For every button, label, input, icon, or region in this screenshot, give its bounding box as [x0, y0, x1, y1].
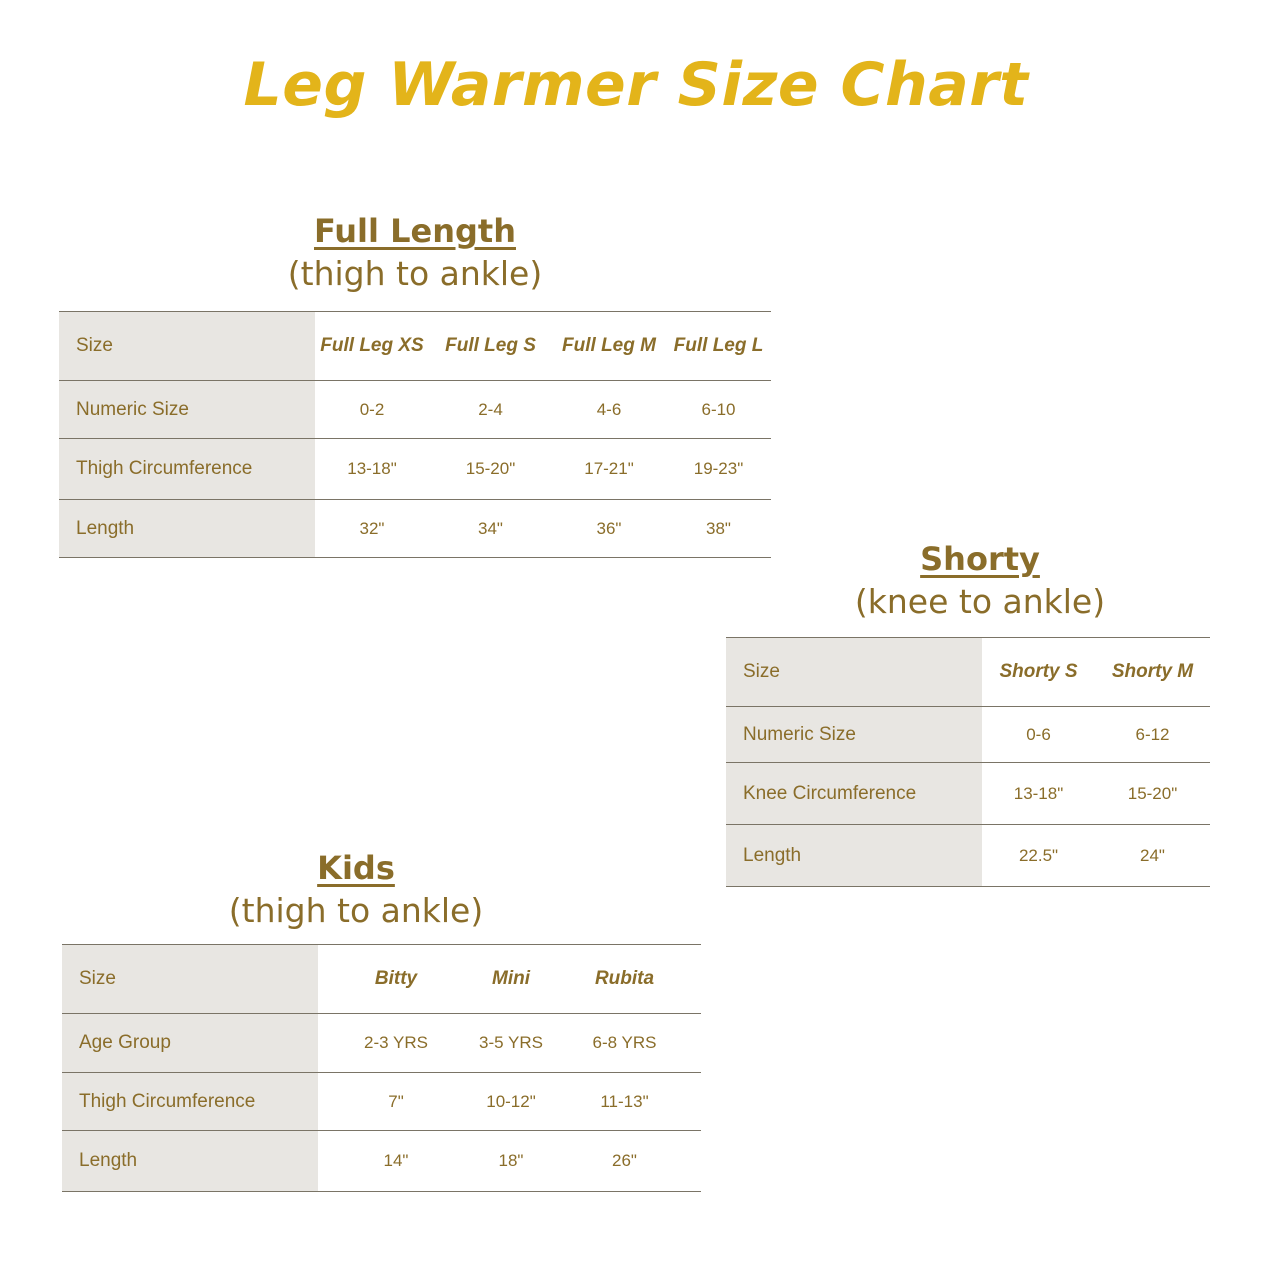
table-row [62, 1131, 701, 1192]
column-header: Full Leg S [429, 312, 552, 381]
kids-title: Kids [317, 849, 395, 887]
table-cell: 6-10 [666, 381, 771, 439]
column-header: Shorty M [1095, 638, 1210, 707]
table-cell: 22.5" [982, 825, 1095, 887]
row-label: Thigh Circumference [62, 1073, 318, 1131]
page-title: Leg Warmer Size Chart [243, 50, 1029, 120]
table-row [726, 763, 1210, 825]
table-header-row [59, 312, 771, 381]
table-cell: 2-3 YRS [318, 1014, 474, 1073]
column-header: Rubita [548, 945, 701, 1014]
table-row [726, 825, 1210, 887]
header-label: Size [59, 312, 315, 381]
table-cell: 0-6 [982, 707, 1095, 763]
table-cell: 2-4 [429, 381, 552, 439]
row-label: Length [726, 825, 982, 887]
column-header: Full Leg M [552, 312, 666, 381]
table-row [59, 500, 771, 558]
table-cell: 13-18" [315, 439, 429, 500]
table-cell: 3-5 YRS [474, 1014, 548, 1073]
row-label: Age Group [62, 1014, 318, 1073]
shorty-subtitle: (knee to ankle) [854, 582, 1106, 621]
row-label: Length [59, 500, 315, 558]
shorty-table [726, 637, 1210, 887]
table-cell: 36" [552, 500, 666, 558]
table-row [62, 1014, 701, 1073]
row-label: Length [62, 1131, 318, 1192]
shorty-title: Shorty [920, 540, 1040, 578]
table-cell: 19-23" [666, 439, 771, 500]
table-cell: 38" [666, 500, 771, 558]
header-label: Size [726, 638, 982, 707]
kids-table [62, 944, 701, 1192]
table-cell: 4-6 [552, 381, 666, 439]
row-label: Numeric Size [59, 381, 315, 439]
table-row [59, 381, 771, 439]
table-cell: 32" [315, 500, 429, 558]
table-cell: 24" [1095, 825, 1210, 887]
table-cell: 26" [548, 1131, 701, 1192]
row-label: Thigh Circumference [59, 439, 315, 500]
table-cell: 17-21" [552, 439, 666, 500]
kids-heading [176, 849, 536, 930]
table-cell: 11-13" [548, 1073, 701, 1131]
kids-subtitle: (thigh to ankle) [228, 891, 484, 930]
table-row [726, 707, 1210, 763]
full-length-title: Full Length [314, 212, 516, 250]
column-header: Shorty S [982, 638, 1095, 707]
column-header: Mini [474, 945, 548, 1014]
column-header: Full Leg XS [315, 312, 429, 381]
table-row [62, 1073, 701, 1131]
table-cell: 13-18" [982, 763, 1095, 825]
header-label: Size [62, 945, 318, 1014]
table-header-row [62, 945, 701, 1014]
table-cell: 7" [318, 1073, 474, 1131]
table-row [59, 439, 771, 500]
table-cell: 15-20" [429, 439, 552, 500]
row-label: Numeric Size [726, 707, 982, 763]
table-cell: 14" [318, 1131, 474, 1192]
table-cell: 10-12" [474, 1073, 548, 1131]
table-cell: 18" [474, 1131, 548, 1192]
row-label: Knee Circumference [726, 763, 982, 825]
column-header: Full Leg L [666, 312, 771, 381]
column-header: Bitty [318, 945, 474, 1014]
full-length-subtitle: (thigh to ankle) [287, 254, 543, 293]
table-cell: 6-12 [1095, 707, 1210, 763]
table-cell: 15-20" [1095, 763, 1210, 825]
shorty-heading [800, 540, 1160, 621]
full-length-table [59, 311, 771, 558]
table-cell: 0-2 [315, 381, 429, 439]
table-cell: 6-8 YRS [548, 1014, 701, 1073]
full-length-heading [230, 212, 600, 293]
table-cell: 34" [429, 500, 552, 558]
table-header-row [726, 638, 1210, 707]
